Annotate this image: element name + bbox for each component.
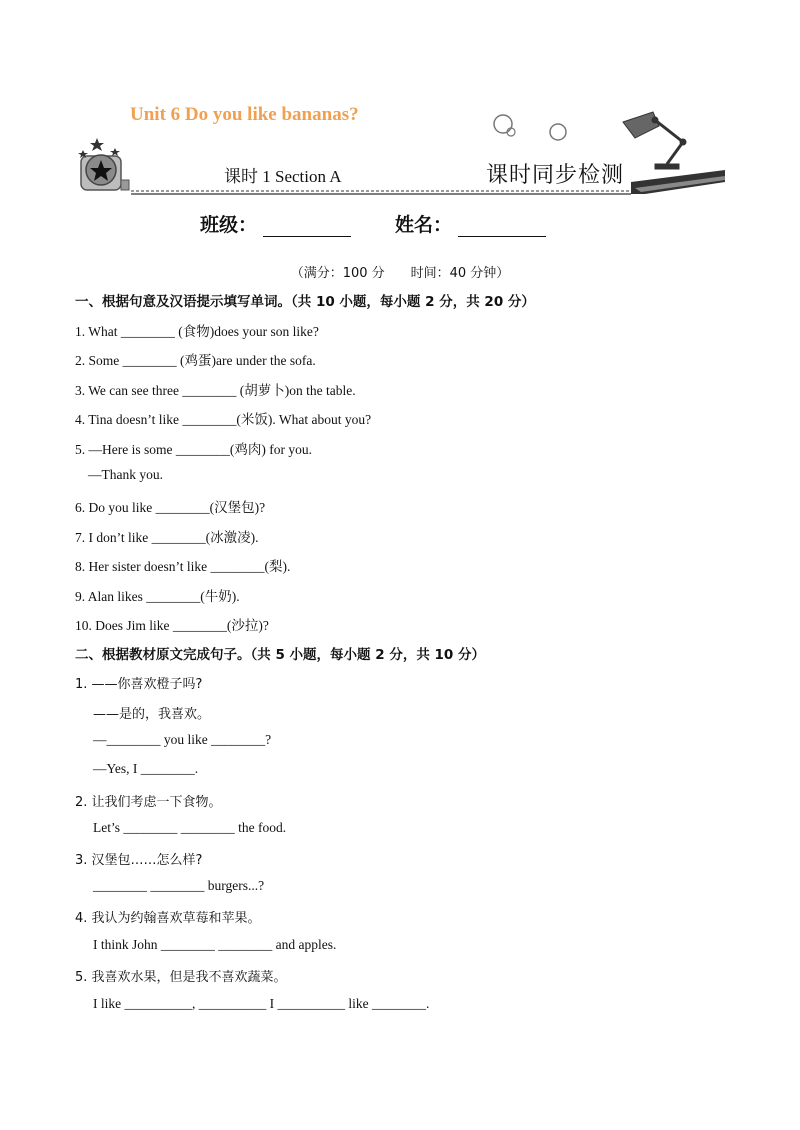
s2-answer-1a: —________ you like ________? (93, 732, 272, 747)
s2-answer-5: I like __________, __________ I __________ like ________. (93, 996, 430, 1011)
s1-question-8: 8. Her sister doesn’t like ________(梨). (75, 559, 291, 574)
s1-question-4: 4. Tina doesn’t like ________(米饭). What about you? (75, 412, 372, 427)
score-time-line: （满分：100 分 时间：40 分钟） (290, 266, 510, 281)
s1-question-6: 6. Do you like ________(汉堡包)? (75, 500, 266, 515)
s2-answer-2: Let’s ________ ________ the food. (93, 820, 287, 835)
s1-question-7: 7. I don’t like ________(冰激凌). (75, 530, 259, 545)
s2-answer-1b: —Yes, I ________. (93, 761, 199, 776)
s2-question-4: 4. 我认为约翰喜欢草莓和苹果。 (75, 911, 261, 926)
s1-question-1: 1. What ________ (食物)does your son like? (75, 324, 319, 339)
s2-question-3: 3. 汉堡包……怎么样? (75, 853, 203, 868)
s1-question-2: 2. Some ________ (鸡蛋)are under the sofa. (75, 353, 316, 368)
bubble-icon (494, 115, 512, 133)
sync-test-label: 课时同步检测 (486, 163, 625, 188)
section2-heading: 二、根据教材原文完成句子。（共 5 小题，每小题 2 分，共 10 分） (75, 647, 486, 663)
s2-question-5: 5. 我喜欢水果，但是我不喜欢蔬菜。 (75, 970, 287, 985)
s2-question-1-reply: ——是的，我喜欢。 (93, 707, 211, 722)
s1-question-9: 9. Alan likes ________(牛奶). (75, 589, 240, 604)
s1-question-5: 5. —Here is some ________(鸡肉) for you. (75, 442, 312, 457)
name-label: 姓名： (395, 214, 453, 236)
worksheet-title: Unit 6 Do you like bananas? (130, 104, 359, 125)
s2-question-2: 2. 让我们考虑一下食物。 (75, 795, 222, 810)
s1-question-10: 10. Does Jim like ________(沙拉)? (75, 618, 269, 633)
name-field (395, 210, 546, 237)
s1-question-3: 3. We can see three ________ (胡萝卜)on the table. (75, 383, 356, 398)
star-badge-icon (78, 138, 129, 190)
class-blank[interactable] (263, 218, 351, 237)
s2-question-1: 1. ——你喜欢橙子吗? (75, 677, 203, 692)
s2-answer-4: I think John ________ ________ and apples. (93, 937, 337, 952)
desk-lamp-icon (623, 112, 686, 169)
class-label: 班级： (200, 214, 258, 236)
s1-question-5-reply: —Thank you. (88, 467, 163, 482)
lesson-label: 课时 1 Section A (224, 167, 342, 186)
s2-answer-3: ________ ________ burgers...? (93, 878, 265, 893)
section1-heading: 一、根据句意及汉语提示填写单词。（共 10 小题，每小题 2 分，共 20 分） (75, 294, 535, 310)
class-field (200, 210, 351, 237)
name-blank[interactable] (458, 218, 546, 237)
